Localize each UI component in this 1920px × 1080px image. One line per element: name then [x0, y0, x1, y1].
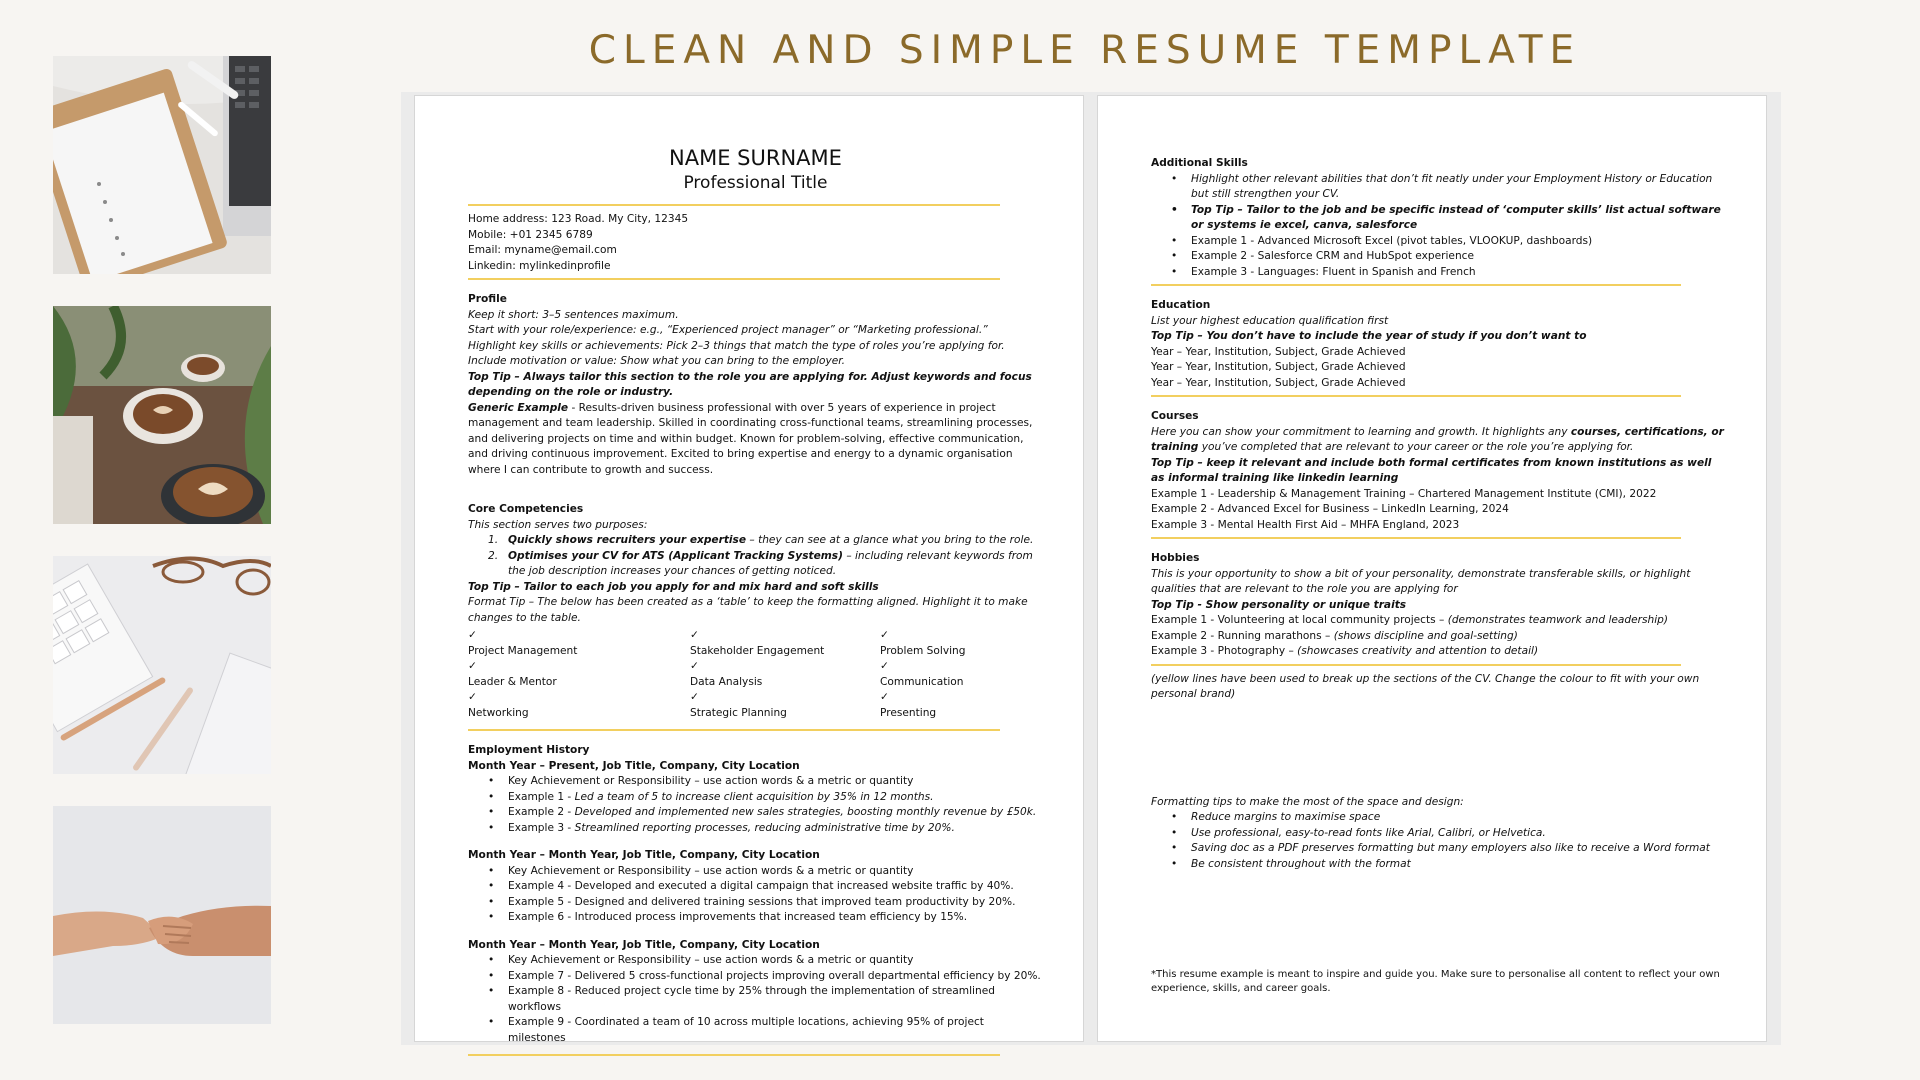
additional-skills-heading: Additional Skills [1151, 157, 1248, 169]
course-entry: Example 3 - Mental Health First Aid – MHFA England, 2023 [1151, 518, 1460, 531]
education-heading: Education [1151, 299, 1211, 311]
employment-heading: Employment History [468, 744, 590, 756]
section-divider [1151, 284, 1681, 286]
formatting-tips [1151, 810, 1726, 872]
skill-cell: ✓ Project Management [468, 628, 690, 659]
competencies-intro: This section serves two purposes: [468, 518, 648, 531]
course-entry: Example 1 - Leadership & Management Training – Chartered Management Institute (CMI), 2022 [1151, 487, 1657, 500]
check-icon: ✓ [468, 660, 477, 672]
hobby-entry: Example 1 - Volunteering at local community projects – (demonstrates teamwork and leadership) [1151, 614, 1669, 626]
skill-cell: ✓ Presenting [880, 690, 1040, 721]
list-item: • Example 4 - Developed and executed a digital campaign that increased website traffic by 40%. [508, 879, 1043, 895]
contact-email: Email: myname@email.com [468, 244, 617, 256]
section-divider [1151, 664, 1681, 666]
check-icon: ✓ [690, 691, 699, 703]
yellow-lines-note: (yellow lines have been used to break up the sections of the CV. Change the colour to fit with your own personal brand) [1151, 672, 1700, 700]
job-title: Month Year – Month Year, Job Title, Company, City Location [468, 849, 820, 861]
job-items [468, 864, 1043, 926]
list-item: • Example 3 - Streamlined reporting processes, reducing administrative time by 20%. [508, 821, 1043, 837]
resume-page-2 [1097, 95, 1767, 1042]
job-items [468, 953, 1043, 1046]
list-item: • Example 2 - Salesforce CRM and HubSpot experience [1191, 249, 1726, 265]
list-item: • Example 2 - Developed and implemented new sales strategies, boosting monthly revenue by £50k. [508, 805, 1043, 821]
list-item: • Example 8 - Reduced project cycle time by 25% through the implementation of streamlined workflows [508, 984, 1043, 1015]
courses-intro: Here you can show your commitment to learning and growth. It highlights any courses, certifications, or training you’ve completed that are relevant to your career or the role you’re applying for. [1151, 425, 1724, 453]
contact-mobile: Mobile: +01 2345 6789 [468, 228, 593, 241]
list-item: • Example 1 - Advanced Microsoft Excel (pivot tables, VLOOKUP, dashboards) [1191, 234, 1726, 250]
competencies-purposes [468, 533, 1043, 580]
contact-linkedin: Linkedin: mylinkedinprofile [468, 259, 611, 272]
education-entry: Year – Year, Institution, Subject, Grade Achieved [1151, 361, 1406, 373]
list-item: • Example 9 - Coordinated a team of 10 across multiple locations, achieving 95% of project milestones [508, 1015, 1043, 1046]
resume-name: NAME SURNAME [669, 146, 842, 170]
section-divider [468, 278, 1000, 280]
courses-tip: Top Tip – keep it relevant and include both formal certificates from known institutions as well as informal training like linkedin learning [1151, 456, 1712, 484]
list-item: 2. Optimises your CV for ATS (Applicant Tracking Systems) – including relevant keywords from the job description increases your chances of getting noticed. [488, 549, 1033, 577]
list-item: • Saving doc as a PDF preserves formatting but many employers also like to receive a Word format [1191, 841, 1726, 857]
competencies-heading: Core Competencies [468, 503, 584, 515]
list-item: • Highlight other relevant abilities that don’t fit neatly under your Employment History or Education but still strengthen your CV. [1191, 172, 1726, 203]
footnote: *This resume example is meant to inspire and guide you. Make sure to personalise all content to reflect your own experience, skills, and career goals. [1151, 969, 1720, 994]
check-icon: ✓ [690, 660, 699, 672]
additional-skills-list [1151, 172, 1726, 281]
list-item: • Use professional, easy-to-read fonts like Arial, Calibri, or Helvetica. [1191, 826, 1726, 842]
skills-table [468, 628, 1043, 721]
check-icon: ✓ [468, 629, 477, 641]
profile-line: Keep it short: 3–5 sentences maximum. [468, 308, 679, 321]
list-item: • Key Achievement or Responsibility – use action words & a metric or quantity [508, 774, 1043, 790]
contact-block [468, 212, 1043, 274]
list-item: • Example 5 - Designed and delivered training sessions that improved team productivity by 20%. [508, 895, 1043, 911]
skill-cell: ✓ Networking [468, 690, 690, 721]
coffee-cups-photo-icon [53, 306, 271, 524]
skill-cell: ✓ Stakeholder Engagement [690, 628, 880, 659]
list-item: • Key Achievement or Responsibility – use action words & a metric or quantity [508, 864, 1043, 880]
section-divider [1151, 537, 1681, 539]
list-item: • Key Achievement or Responsibility – use action words & a metric or quantity [508, 953, 1043, 969]
skill-cell: ✓ Strategic Planning [690, 690, 880, 721]
skill-cell: ✓ Leader & Mentor [468, 659, 690, 690]
check-icon: ✓ [880, 691, 889, 703]
check-icon: ✓ [880, 660, 889, 672]
handshake-photo-icon [53, 806, 271, 1024]
competencies-tip: Top Tip – Tailor to each job you apply for and mix hard and soft skills [468, 580, 879, 593]
course-entry: Example 2 - Advanced Excel for Business – LinkedIn Learning, 2024 [1151, 503, 1509, 515]
profile-heading: Profile [468, 293, 507, 305]
check-icon: ✓ [880, 629, 889, 641]
list-item: • Example 7 - Delivered 5 cross-functional projects improving overall departmental efficiency by 20%. [508, 969, 1043, 985]
list-item: • Top Tip – Tailor to the job and be specific instead of ‘computer skills’ list actual software or systems ie excel, canva, salesforce [1191, 203, 1726, 234]
section-divider [468, 204, 1000, 206]
hobbies-tip: Top Tip - Show personality or unique traits [1151, 598, 1407, 611]
list-item: • Reduce margins to maximise space [1191, 810, 1726, 826]
job-title: Month Year – Present, Job Title, Company, City Location [468, 759, 800, 772]
education-intro: List your highest education qualification first [1151, 314, 1389, 327]
check-icon: ✓ [468, 691, 477, 703]
list-item: • Example 1 - Led a team of 5 to increase client acquisition by 35% in 12 months. [508, 790, 1043, 806]
profile-line: Include motivation or value: Show what you can bring to the employer. [468, 355, 846, 367]
education-tip: Top Tip – You don’t have to include the year of study if you don’t want to [1151, 330, 1587, 342]
hobbies-intro: This is your opportunity to show a bit of your personality, demonstrate transferable skills, or highlight qualities that are relevant to the role you are applying for [1151, 567, 1691, 595]
profile-line: Start with your role/experience: e.g., “Experienced project manager” or “Marketing professional.” [468, 324, 988, 336]
education-entry: Year – Year, Institution, Subject, Grade Achieved [1151, 345, 1406, 358]
profile-tip: Top Tip – Always tailor this section to the role you are applying for. Adjust keywords and focus depending on the role or industry. [468, 370, 1032, 398]
check-icon: ✓ [690, 629, 699, 641]
education-entry: Year – Year, Institution, Subject, Grade Achieved [1151, 376, 1406, 389]
skill-cell: ✓ Problem Solving [880, 628, 1040, 659]
list-item: • Example 6 - Introduced process improvements that increased team efficiency by 15%. [508, 910, 1043, 926]
keyboard-glasses-photo-icon [53, 556, 271, 774]
contact-address: Home address: 123 Road. My City, 12345 [468, 213, 689, 225]
hobby-entry: Example 2 - Running marathons – (shows discipline and goal-setting) [1151, 629, 1518, 642]
job-items [468, 774, 1043, 836]
profile-example-label: Generic Example [468, 401, 569, 414]
page-title: CLEAN AND SIMPLE RESUME TEMPLATE [588, 28, 1582, 73]
section-divider [1151, 395, 1681, 397]
competencies-format-tip: Format Tip – The below has been created as a ‘table’ to keep the formatting aligned. Highlight it to make changes to the table. [468, 596, 1028, 624]
profile-example [468, 401, 1043, 479]
list-item: • Be consistent throughout with the format [1191, 857, 1726, 873]
hobby-entry: Example 3 - Photography – (showcases creativity and attention to detail) [1151, 645, 1539, 657]
profile-line: Highlight key skills or achievements: Pick 2–3 things that match the type of roles you’re applying for. [468, 339, 1005, 352]
section-divider [468, 729, 1000, 731]
resume-page-1 [414, 95, 1084, 1042]
resume-professional-title: Professional Title [683, 173, 828, 193]
formatting-intro: Formatting tips to make the most of the space and design: [1151, 795, 1464, 808]
skill-cell: ✓ Communication [880, 659, 1040, 690]
job-title: Month Year – Month Year, Job Title, Company, City Location [468, 938, 820, 951]
section-divider [468, 1054, 1000, 1056]
courses-heading: Courses [1151, 410, 1199, 422]
hobbies-heading: Hobbies [1151, 552, 1200, 564]
clipboard-laptop-photo-icon [53, 56, 271, 274]
list-item: 1. Quickly shows recruiters your expertise – they can see at a glance what you bring to the role. [488, 534, 1034, 546]
skill-cell: ✓ Data Analysis [690, 659, 880, 690]
list-item: • Example 3 - Languages: Fluent in Spanish and French [1191, 265, 1726, 281]
profile-example-text: - Results-driven business professional with over 5 years of experience in project management and team leadership. Skilled in coordinating cross-functional teams, streamlining processes, and delivering projects on time and within budget. Known for problem-solving, effective communication, and driving continuous improvement. Excited to bring expertise and energy to a dynamic organisation where I can contribute to growth and success. [468, 401, 1033, 476]
